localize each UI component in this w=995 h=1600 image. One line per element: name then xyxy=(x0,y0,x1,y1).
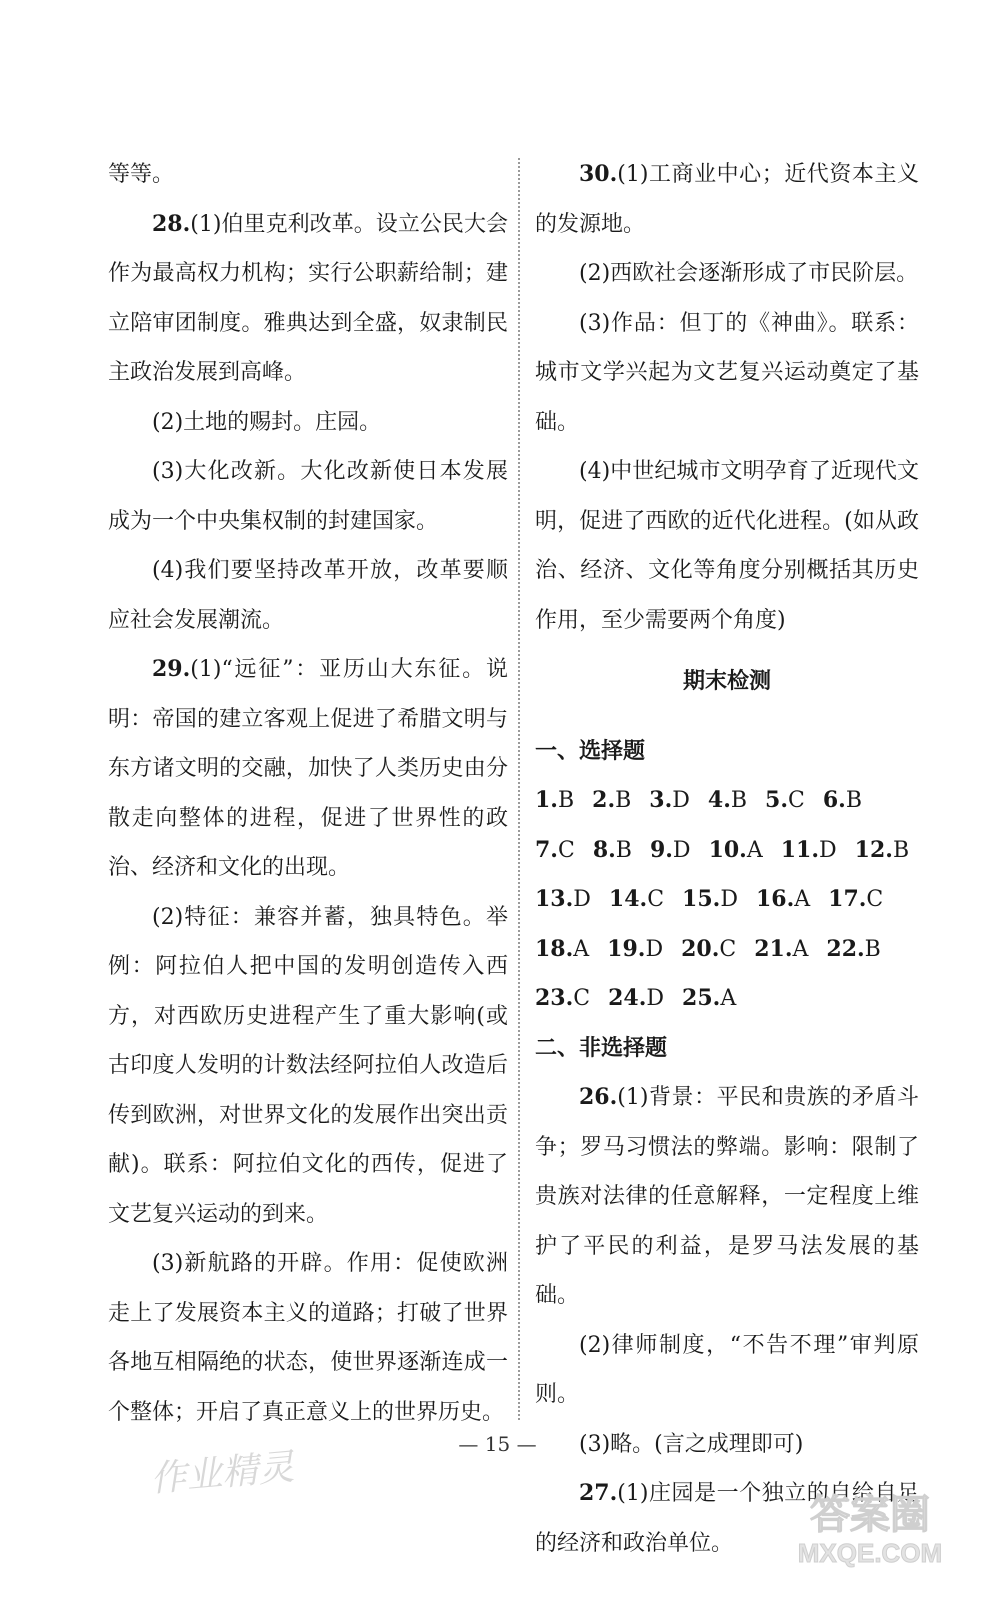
mc-number: 13. xyxy=(535,886,574,912)
mc-number: 17. xyxy=(828,886,867,912)
column-divider xyxy=(518,158,520,1420)
mc-letter: A xyxy=(720,986,737,1011)
mc-answer xyxy=(535,826,575,876)
faint-watermark: 作业精灵 xyxy=(148,1446,296,1501)
mc-answer xyxy=(709,826,763,876)
mc-number: 2. xyxy=(592,787,616,813)
mc-answer xyxy=(650,826,691,876)
mc-row xyxy=(535,826,919,876)
mc-answer xyxy=(708,776,747,826)
mc-number: 11. xyxy=(780,836,820,863)
mc-number: 9. xyxy=(649,836,673,863)
mc-answer xyxy=(855,826,909,876)
mc-number: 20. xyxy=(681,935,720,962)
mc-answer xyxy=(828,875,883,925)
mc-answer xyxy=(535,875,591,925)
mc-answer xyxy=(608,974,664,1024)
mc-letter: D xyxy=(819,837,837,863)
mc-letter: D xyxy=(573,887,591,912)
question-number: 26. xyxy=(579,1084,618,1110)
answer-28-3: (3)大化改新。大化改新使日本发展成为一个中央集权制的封建国家。 xyxy=(108,459,508,534)
answer-26-3: (3)略。(言之成理即可) xyxy=(579,1431,804,1457)
mc-answer xyxy=(682,974,736,1024)
mc-letter: A xyxy=(792,936,809,962)
mc-letter: C xyxy=(557,837,575,863)
mc-answer xyxy=(756,875,810,925)
mc-answer xyxy=(781,826,837,876)
answer-text: (1)伯里克利改革。设立公民大会作为最高权力机构；实行公职薪给制；建立陪审团制度。雅典达到全盛，奴隶制民主政治发展到高峰。 xyxy=(108,211,508,385)
mc-letter: A xyxy=(794,887,811,912)
mc-row xyxy=(535,776,919,826)
mc-answer xyxy=(535,974,590,1024)
mc-number: 4. xyxy=(707,787,731,813)
site-logo-watermark xyxy=(765,1480,975,1570)
answer-text: (1)“远征”：亚历山大东征。说明：帝国的建立客观上促进了希腊文明与东方诸文明的交融，加快了人类历史由分散走向整体的进程，促进了世界性的政治、经济和文化的出现。 xyxy=(108,657,508,880)
mc-letter: C xyxy=(788,788,805,813)
logo-text: 答案圈 xyxy=(810,1493,930,1537)
logo-url: MXQE.COM xyxy=(797,1538,943,1568)
mc-answer xyxy=(607,925,663,975)
question-number: 28. xyxy=(152,210,191,237)
mc-letter: A xyxy=(746,837,763,863)
left-column xyxy=(108,150,508,1437)
mc-letter: B xyxy=(557,788,575,813)
right-column xyxy=(535,150,919,1568)
mc-letter: B xyxy=(892,837,910,863)
mc-answer xyxy=(649,776,690,826)
mc-number: 7. xyxy=(535,836,558,863)
mc-answer xyxy=(826,925,880,975)
mc-number: 16. xyxy=(755,886,795,912)
mc-number: 14. xyxy=(608,886,648,912)
mc-number: 24. xyxy=(608,985,647,1011)
answer-29-2: (2)特征：兼容并蓄，独具特色。举例：阿拉伯人把中国的发明创造传入西方，对西欧历史进程产生了重大影响(或古印度人发明的计数法经阿拉伯人改造后传到欧洲，对世界文化的发展作出突出贡献)。联系：阿拉伯文化的西传，促进了文艺复兴运动的到来。 xyxy=(108,904,508,1227)
mc-number: 19. xyxy=(607,935,646,962)
question-number: 29. xyxy=(152,656,191,682)
mc-letter: B xyxy=(615,837,632,863)
mc-answer xyxy=(593,826,632,876)
answer-29-1 xyxy=(108,645,508,893)
answer-26-1 xyxy=(535,1073,919,1321)
mc-row xyxy=(535,875,919,925)
mc-letter: C xyxy=(573,986,591,1011)
mc-letter: C xyxy=(719,936,737,962)
mc-number: 25. xyxy=(682,985,721,1011)
mc-answer xyxy=(681,925,736,975)
question-number: 30. xyxy=(579,161,618,187)
mc-number: 1. xyxy=(535,787,558,813)
multiple-choice-answers xyxy=(535,776,919,1024)
mc-answer xyxy=(682,875,738,925)
answer-text: (1)背景：平民和贵族的矛盾斗争；罗马习惯法的弊端。影响：限制了贵族对法律的任意解释，一定程度上维护了平民的利益，是罗马法发展的基础。 xyxy=(535,1085,919,1308)
mc-answer xyxy=(535,776,574,826)
mc-letter: D xyxy=(720,887,738,912)
mc-number: 23. xyxy=(535,985,574,1011)
answer-28-2: (2)土地的赐封。庄园。 xyxy=(152,409,382,435)
mc-number: 12. xyxy=(854,836,893,863)
mc-row xyxy=(535,925,919,975)
mc-number: 8. xyxy=(592,836,616,863)
mc-answer xyxy=(535,925,589,975)
mc-number: 15. xyxy=(682,886,721,912)
mc-number: 3. xyxy=(649,787,673,813)
mc-letter: D xyxy=(672,837,691,863)
mc-number: 21. xyxy=(754,935,793,962)
answer-30-1 xyxy=(535,150,919,249)
answer-30-3: (3)作品：但丁的《神曲》。联系：城市文学兴起为文艺复兴运动奠定了基础。 xyxy=(535,310,919,435)
mc-letter: D xyxy=(646,986,665,1011)
answer-29-3: (3)新航路的开辟。作用：促使欧洲走上了发展资本主义的道路；打破了世界各地互相隔绝的状态，使世界逐渐连成一个整体；开启了真正意义上的世界历史。 xyxy=(108,1251,508,1425)
answer-text: (1)庄园是一个独立的自给自足的经济和政治单位。 xyxy=(535,1481,919,1556)
answer-26-2: (2)律师制度，“不告不理”审判原则。 xyxy=(535,1332,919,1407)
section-heading-choice: 一、选择题 xyxy=(535,737,646,764)
answer-30-4: (4)中世纪城市文明孕育了近现代文明，促进了西欧的近代化进程。(如从政治、经济、文化等角度分别概括其历史作用，至少需要两个角度) xyxy=(535,459,919,633)
answer-28-4: (4)我们要坚持改革开放，改革要顺应社会发展潮流。 xyxy=(108,558,508,633)
mc-letter: C xyxy=(866,887,884,912)
mc-letter: B xyxy=(864,936,881,962)
answer-30-2: (2)西欧社会逐渐形成了市民阶层。 xyxy=(579,261,919,286)
mc-answer xyxy=(592,776,631,826)
mc-letter: B xyxy=(730,788,748,813)
paragraph: 等等。 xyxy=(108,162,175,187)
section-heading-nonchoice: 二、非选择题 xyxy=(535,1034,668,1061)
section-title: 期末检测 xyxy=(682,668,771,694)
answer-28-1 xyxy=(108,200,508,398)
answer-text: (1)工商业中心；近代资本主义的发源地。 xyxy=(535,162,919,237)
mc-answer xyxy=(609,875,664,925)
mc-answer xyxy=(754,925,808,975)
page-number: — 15 — xyxy=(458,1432,537,1456)
mc-letter: A xyxy=(573,936,590,962)
mc-letter: B xyxy=(845,788,862,813)
mc-number: 6. xyxy=(822,787,846,813)
mc-letter: C xyxy=(647,887,665,912)
mc-number: 5. xyxy=(765,787,788,813)
mc-letter: D xyxy=(645,936,664,962)
mc-answer xyxy=(765,776,805,826)
mc-number: 18. xyxy=(535,935,574,962)
mc-number: 22. xyxy=(826,935,865,962)
mc-answer xyxy=(823,776,862,826)
mc-letter: D xyxy=(672,788,690,813)
mc-row xyxy=(535,974,919,1024)
mc-number: 10. xyxy=(708,836,747,863)
mc-letter: B xyxy=(615,788,632,813)
question-number: 27. xyxy=(579,1480,618,1506)
